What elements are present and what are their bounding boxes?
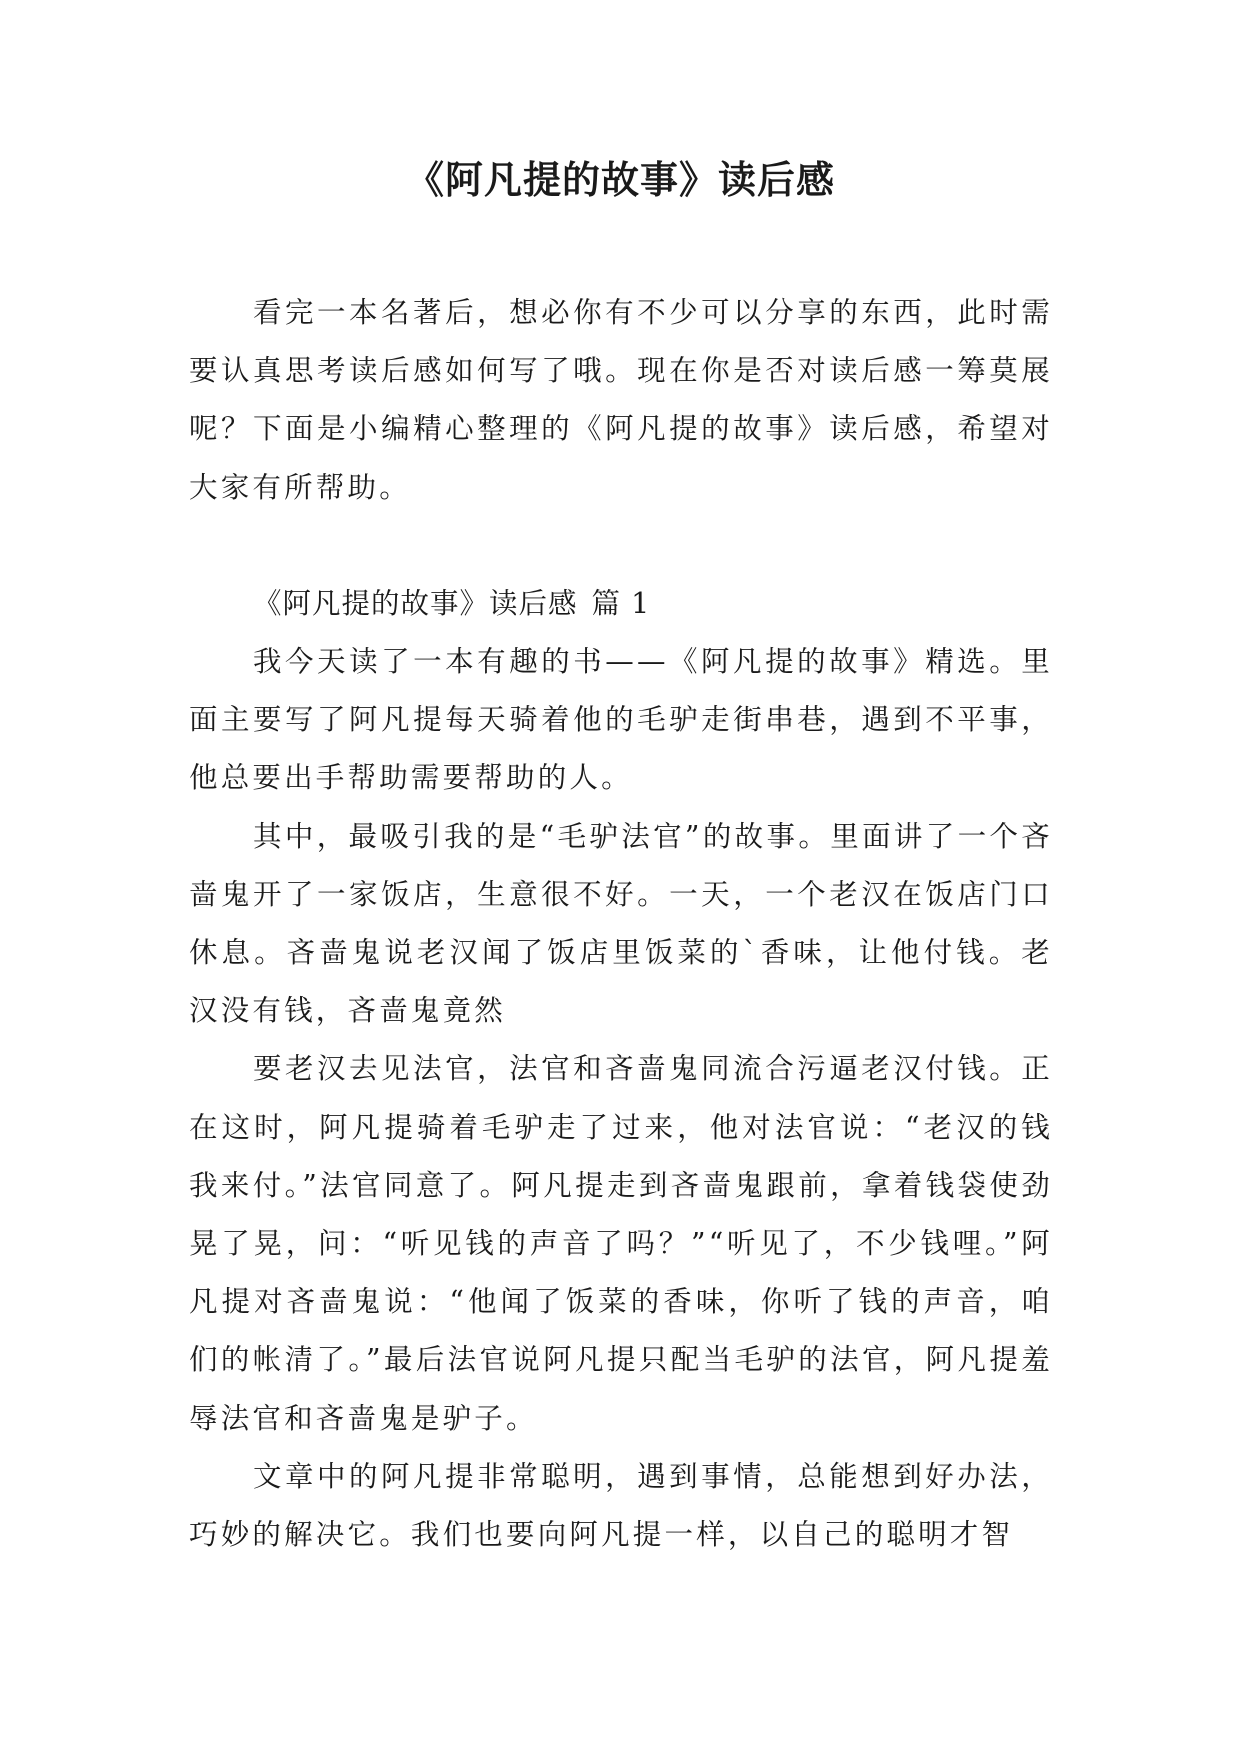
section-number: 篇 1 — [591, 586, 651, 620]
body-paragraph: 要老汉去见法官，法官和吝啬鬼同流合污逼老汉付钱。正在这时，阿凡提骑着毛驴走了过来，他对法官说：“老汉的钱我来付。”法官同意了。阿凡提走到吝啬鬼跟前，拿着钱袋使劲晃了晃，问：“听见钱的声音了吗？”“听见了，不少钱哩。”阿凡提对吝啬鬼说：“他闻了饭菜的香味，你听了钱的声音，咱们的帐清了。”最后法官说阿凡提只配当毛驴的法官，阿凡提羞辱法官和吝啬鬼是驴子。 — [189, 1052, 1053, 1435]
section-spacer — [189, 517, 1053, 575]
document-body — [189, 284, 1053, 1564]
section-heading — [189, 575, 1053, 633]
intro-paragraph: 看完一本名著后，想必你有不少可以分享的东西，此时需要认真思考读后感如何写了哦。现在你是否对读后感一筹莫展呢？下面是小编精心整理的《阿凡提的故事》读后感，希望对大家有所帮助。 — [189, 296, 1053, 504]
body-paragraph: 我今天读了一本有趣的书——《阿凡提的故事》精选。里面主要写了阿凡提每天骑着他的毛驴走街串巷，遇到不平事，他总要出手帮助需要帮助的人。 — [189, 645, 1053, 795]
section-heading-text: 《阿凡提的故事》读后感 — [253, 586, 578, 620]
document-title: 《阿凡提的故事》读后感 — [405, 158, 835, 202]
body-paragraph: 其中，最吸引我的是“毛驴法官”的故事。里面讲了一个吝啬鬼开了一家饭店，生意很不好。一天，一个老汉在饭店门口休息。吝啬鬼说老汉闻了饭店里饭菜的`香味，让他付钱。老汉没有钱，吝啬鬼竟然 — [189, 819, 1053, 1028]
body-paragraph: 文章中的阿凡提非常聪明，遇到事情，总能想到好办法，巧妙的解决它。我们也要向阿凡提一样，以自己的聪明才智 — [189, 1459, 1053, 1552]
